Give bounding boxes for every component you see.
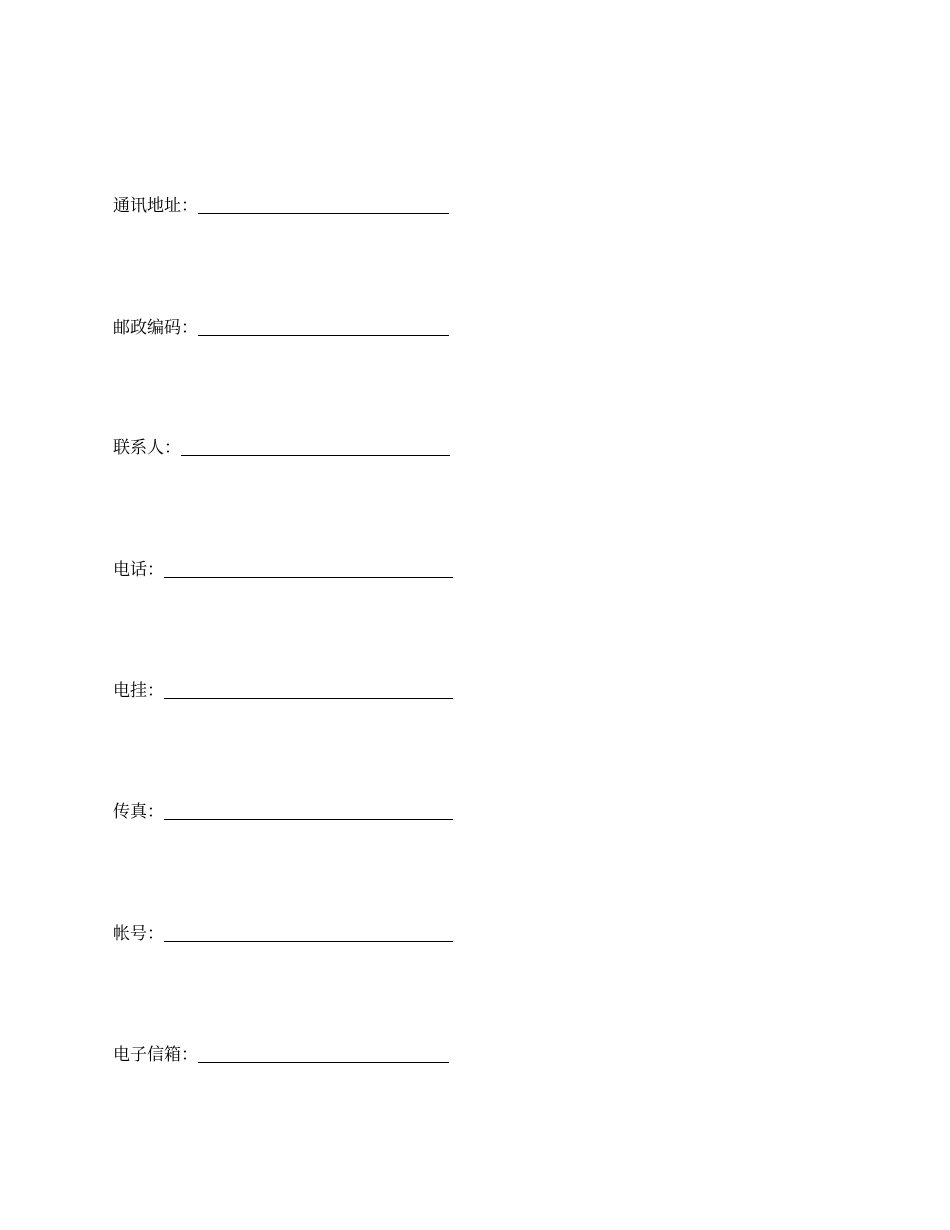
account-blank-line[interactable] bbox=[164, 941, 453, 942]
contact-person-label: 联系人： bbox=[113, 438, 181, 458]
email-row bbox=[113, 1041, 449, 1065]
contact-person-row bbox=[113, 434, 450, 458]
address-row bbox=[113, 192, 449, 216]
email-blank-line[interactable] bbox=[198, 1062, 449, 1063]
phone-label: 电话： bbox=[113, 560, 164, 580]
telegraph-row bbox=[113, 677, 453, 701]
postal-code-blank-line[interactable] bbox=[198, 335, 449, 336]
phone-blank-line[interactable] bbox=[164, 577, 453, 578]
email-label: 电子信箱： bbox=[113, 1045, 198, 1065]
fax-label: 传真： bbox=[113, 802, 164, 822]
postal-code-row bbox=[113, 314, 449, 338]
address-blank-line[interactable] bbox=[198, 213, 449, 214]
postal-code-label: 邮政编码： bbox=[113, 318, 198, 338]
fax-row bbox=[113, 798, 453, 822]
phone-row bbox=[113, 556, 453, 580]
account-label: 帐号： bbox=[113, 924, 164, 944]
fax-blank-line[interactable] bbox=[164, 819, 453, 820]
telegraph-label: 电挂： bbox=[113, 681, 164, 701]
contact-person-blank-line[interactable] bbox=[181, 455, 450, 456]
account-row bbox=[113, 920, 453, 944]
address-label: 通讯地址： bbox=[113, 196, 198, 216]
telegraph-blank-line[interactable] bbox=[164, 698, 453, 699]
